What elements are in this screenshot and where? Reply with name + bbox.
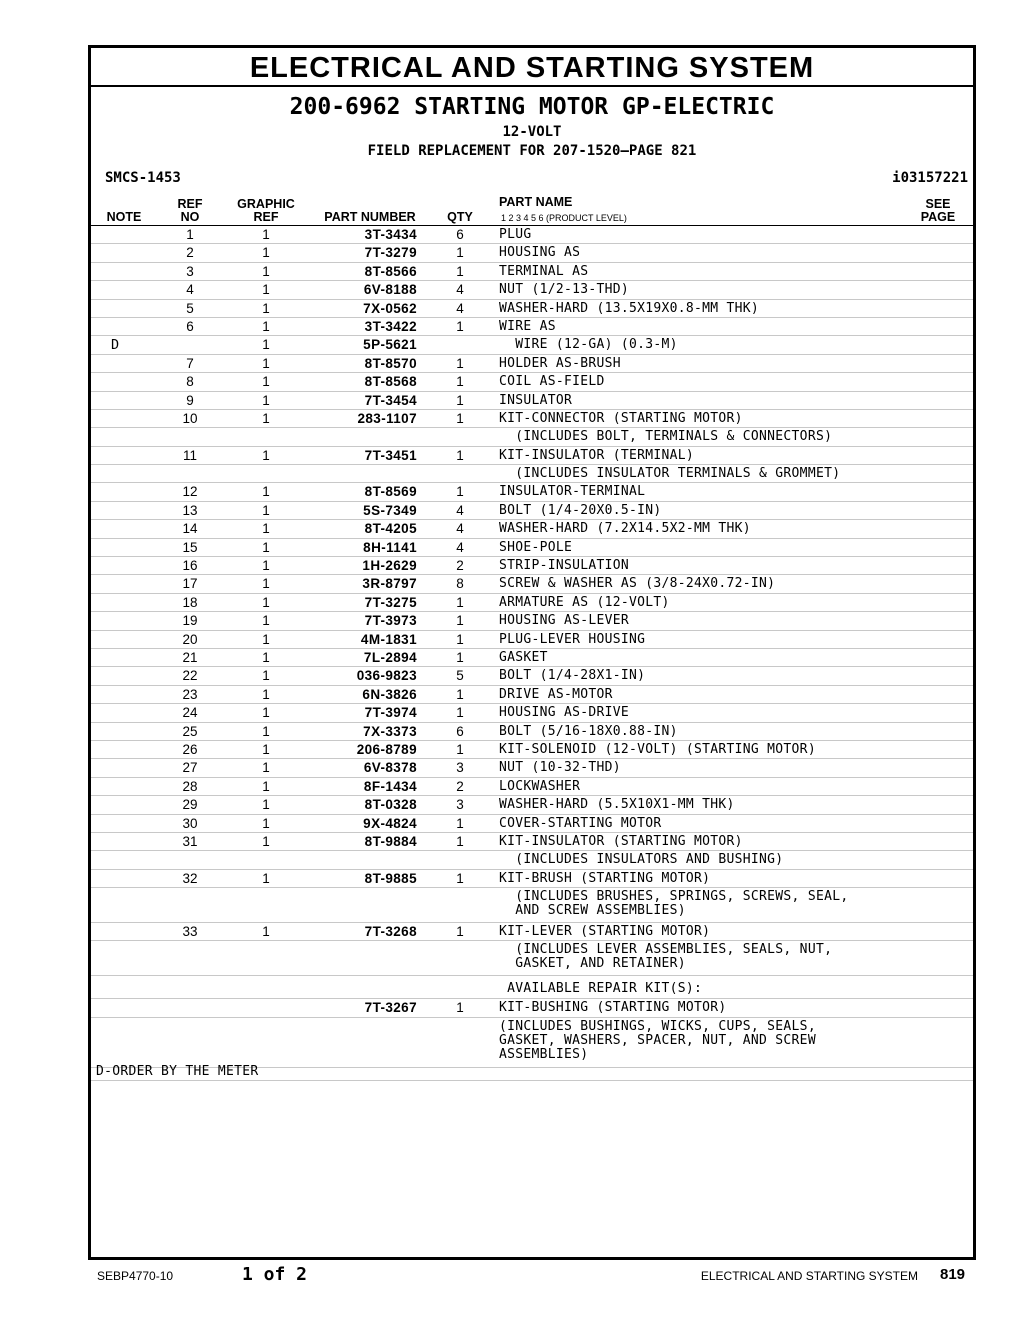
row-ref-no: 33 [182,924,198,940]
row-qty: 8 [456,576,464,592]
row-part-number: 9X-4824 [363,815,417,831]
table-row [91,539,973,557]
col-product-level: 1 2 3 4 5 6 (PRODUCT LEVEL) [501,213,627,223]
row-part-number: 7X-3373 [363,723,417,739]
row-part-name: PLUG [499,227,532,242]
section-title: ELECTRICAL AND STARTING SYSTEM [91,48,973,87]
row-part-name: AVAILABLE REPAIR KIT(S): [499,981,703,997]
row-part-name: (INCLUDES LEVER ASSEMBLIES, SEALS, NUT, GASKET, AND RETAINER) [515,942,833,972]
table-row [91,631,973,649]
row-qty: 5 [456,668,464,684]
row-graphic-ref: 1 [262,815,270,831]
row-qty: 1 [456,447,464,463]
col-part-number: PART NUMBER [324,210,416,224]
row-part-number: 8T-4205 [364,521,417,537]
table-row [91,465,973,483]
row-qty: 2 [456,558,464,574]
row-qty: 1 [456,245,464,261]
row-part-name: WASHER-HARD (7.2X14.5X2-MM THK) [499,521,751,537]
table-row [91,263,973,281]
row-part-name: WASHER-HARD (5.5X10X1-MM THK) [499,797,735,813]
row-graphic-ref: 1 [262,924,270,940]
row-part-number: 6V-8188 [363,282,417,298]
row-ref-no: 31 [182,833,198,849]
row-qty: 3 [456,797,464,813]
row-ref-no: 12 [182,484,198,500]
row-qty: 1 [456,924,464,940]
table-row [91,520,973,538]
row-ref-no: 13 [182,502,198,518]
row-ref-no: 25 [182,723,198,739]
row-graphic-ref: 1 [262,318,270,334]
table-row [91,741,973,759]
table-row [91,686,973,704]
table-row [91,815,973,833]
row-part-number: 3T-3434 [364,227,417,242]
row-part-name: (INCLUDES BUSHINGS, WICKS, CUPS, SEALS, GASKET, WASHERS, SPACER, NUT, AND SCREW ASSEMBLIES) [499,1018,816,1062]
row-ref-no: 21 [182,649,198,665]
row-ref-no: 6 [186,318,194,334]
smcs-code: SMCS-1453 [105,170,181,186]
row-part-name: NUT (10-32-THD) [499,760,621,776]
row-qty: 2 [456,778,464,794]
row-graphic-ref: 1 [262,778,270,794]
table-row [91,999,973,1017]
row-part-name: KIT-BRUSH (STARTING MOTOR) [499,870,711,886]
row-qty: 3 [456,760,464,776]
row-graphic-ref: 1 [262,337,270,353]
row-qty: 4 [456,502,464,518]
table-row [91,796,973,814]
row-qty: 1 [456,833,464,849]
row-part-number: 036-9823 [356,668,417,684]
row-part-number: 283-1107 [357,410,417,426]
col-see-top: SEE [925,197,951,211]
row-qty: 1 [456,410,464,426]
row-graphic-ref: 1 [262,594,270,610]
row-part-number: 8T-8566 [364,263,417,279]
row-ref-no: 10 [182,410,198,426]
row-part-name: (INCLUDES BRUSHES, SPRINGS, SCREWS, SEAL, AND SCREW ASSEMBLIES) [515,889,849,919]
table-row [91,976,973,999]
row-part-number: 7T-3454 [364,392,417,408]
col-ref-bottom: NO [180,210,200,224]
table-row [91,778,973,796]
voltage-subtitle: 12-VOLT [502,124,562,140]
col-part-name: PART NAME [499,195,573,209]
row-part-name: TERMINAL AS [499,263,589,279]
row-part-name: COIL AS-FIELD [499,374,605,390]
row-ref-no: 14 [182,521,198,537]
row-part-name: WIRE (12-GA) (0.3-M) [499,337,678,353]
row-graphic-ref: 1 [262,282,270,298]
row-part-number: 7T-3267 [364,1000,417,1016]
row-part-number: 8H-1141 [363,539,417,555]
row-part-number: 7X-0562 [363,300,417,316]
table-row [91,612,973,630]
row-part-name: KIT-INSULATOR (STARTING MOTOR) [499,833,743,849]
row-part-name: BOLT (5/16-18X0.88-IN) [499,723,678,739]
row-part-name: HOUSING AS-LEVER [499,613,630,629]
row-part-number: 8F-1434 [363,778,417,794]
row-part-name: (INCLUDES INSULATORS AND BUSHING) [499,852,784,868]
row-qty: 1 [456,870,464,886]
row-ref-no: 32 [182,870,198,886]
row-graphic-ref: 1 [262,576,270,592]
table-row [91,704,973,722]
row-part-name: HOLDER AS-BRUSH [499,355,621,371]
table-row [91,447,973,465]
table-row [91,410,973,428]
row-part-number: 1H-2629 [362,558,417,574]
table-row [91,281,973,299]
row-graphic-ref: 1 [262,484,270,500]
row-part-name: KIT-SOLENOID (12-VOLT) (STARTING MOTOR) [499,741,816,757]
table-row [91,723,973,741]
row-graphic-ref: 1 [262,521,270,537]
col-see-bottom: PAGE [920,210,956,224]
row-qty: 1 [456,649,464,665]
table-row [91,1018,973,1068]
row-part-number: 8T-9885 [364,870,417,886]
row-graphic-ref: 1 [262,760,270,776]
row-graphic-ref: 1 [262,870,270,886]
row-part-name: STRIP-INSULATION [499,558,630,574]
page-frame [88,45,976,1260]
row-ref-no: 17 [182,576,198,592]
parts-list [91,226,973,1068]
row-ref-no: 8 [186,374,194,390]
row-part-name: KIT-BUSHING (STARTING MOTOR) [499,1000,727,1016]
row-graphic-ref: 1 [262,741,270,757]
row-graphic-ref: 1 [262,539,270,555]
row-graphic-ref: 1 [262,686,270,702]
row-graphic-ref: 1 [262,410,270,426]
row-part-number: 7T-3275 [364,594,417,610]
row-ref-no: 11 [182,447,197,463]
row-qty: 1 [456,631,464,647]
row-part-number: 8T-8569 [364,484,417,500]
row-part-name: PLUG-LEVER HOUSING [499,631,646,647]
row-part-name: HOUSING AS-DRIVE [499,705,630,721]
row-graphic-ref: 1 [262,649,270,665]
col-note: NOTE [106,210,142,224]
row-qty: 1 [456,392,464,408]
group-title: 200-6962 STARTING MOTOR GP-ELECTRIC [289,94,775,120]
row-qty: 1 [456,1000,464,1016]
table-row [91,428,973,446]
row-ref-no: 23 [182,686,198,702]
row-part-name: HOUSING AS [499,245,581,261]
row-part-name: LOCKWASHER [499,778,581,794]
col-qty: QTY [447,210,473,224]
table-row [91,355,973,373]
row-part-number: 3R-8797 [362,576,417,592]
row-part-number: 7T-3973 [364,613,417,629]
row-part-number: 7T-3974 [364,705,417,721]
footer-section: ELECTRICAL AND STARTING SYSTEM [700,1269,918,1283]
row-ref-no: 9 [186,392,194,408]
row-qty: 1 [456,263,464,279]
row-part-number: 6V-8378 [363,760,417,776]
row-qty: 6 [456,723,464,739]
row-graphic-ref: 1 [262,263,270,279]
footnote: D-ORDER BY THE METER [96,1064,259,1079]
row-part-number: 7T-3451 [364,447,417,463]
table-row [91,649,973,667]
row-ref-no: 22 [182,668,198,684]
row-part-name: (INCLUDES BOLT, TERMINALS & CONNECTORS) [499,429,833,445]
row-graphic-ref: 1 [262,245,270,261]
table-row [91,373,973,391]
row-ref-no: 18 [182,594,198,610]
row-part-name: INSULATOR-TERMINAL [499,484,646,500]
table-row [91,923,973,941]
row-graphic-ref: 1 [262,833,270,849]
row-ref-no: 29 [182,797,198,813]
row-part-name: BOLT (1/4-20X0.5-IN) [499,502,662,518]
row-graphic-ref: 1 [262,668,270,684]
row-graphic-ref: 1 [262,227,270,242]
row-graphic-ref: 1 [262,631,270,647]
row-ref-no: 24 [182,705,198,721]
col-ref-top: REF [177,197,203,211]
row-graphic-ref: 1 [262,447,270,463]
row-ref-no: 5 [186,300,194,316]
row-graphic-ref: 1 [262,613,270,629]
row-graphic-ref: 1 [262,797,270,813]
table-row [91,941,973,976]
row-ref-no: 20 [182,631,198,647]
row-ref-no: 2 [186,245,194,261]
table-row [91,336,973,354]
table-row [91,759,973,777]
footer-page-number: 819 [940,1266,966,1283]
table-row [91,594,973,612]
row-qty: 1 [456,355,464,371]
col-graphic-bottom: REF [253,210,279,224]
row-part-name: KIT-CONNECTOR (STARTING MOTOR) [499,410,743,426]
row-part-name: DRIVE AS-MOTOR [499,686,613,702]
row-part-name: SCREW & WASHER AS (3/8-24X0.72-IN) [499,576,776,592]
table-row [91,888,973,923]
row-graphic-ref: 1 [262,723,270,739]
table-row [91,575,973,593]
row-part-number: 8T-8570 [364,355,417,371]
row-ref-no: 16 [182,558,198,574]
row-qty: 1 [456,705,464,721]
row-graphic-ref: 1 [262,558,270,574]
row-part-number: 5P-5621 [363,337,417,353]
footnote-rule [91,1080,973,1081]
row-ref-no: 4 [186,282,194,298]
row-qty: 1 [456,594,464,610]
row-ref-no: 1 [186,227,194,242]
row-ref-no: 27 [182,760,198,776]
field-replacement-subtitle: FIELD REPLACEMENT FOR 207-1520—PAGE 821 [367,143,697,159]
row-qty: 6 [456,227,464,242]
table-row [91,502,973,520]
row-qty: 4 [456,539,464,555]
col-graphic-top: GRAPHIC [237,197,295,211]
row-graphic-ref: 1 [262,374,270,390]
row-part-name: GASKET [499,649,548,665]
row-qty: 1 [456,741,464,757]
row-part-number: 206-8789 [356,741,417,757]
table-row [91,557,973,575]
row-qty: 1 [456,374,464,390]
row-qty: 4 [456,521,464,537]
table-row [91,833,973,851]
row-part-number: 6N-3826 [362,686,417,702]
table-row [91,244,973,262]
table-row [91,300,973,318]
illustration-id: i03157221 [892,170,968,186]
table-row [91,483,973,501]
table-row [91,226,973,244]
row-part-number: 7T-3268 [364,924,417,940]
row-part-name: INSULATOR [499,392,573,408]
row-part-number: 4M-1831 [360,631,417,647]
row-part-number: 7L-2894 [363,649,417,665]
row-graphic-ref: 1 [262,502,270,518]
row-qty: 1 [456,815,464,831]
row-ref-no: 19 [182,613,198,629]
row-graphic-ref: 1 [262,392,270,408]
row-part-name: WASHER-HARD (13.5X19X0.8-MM THK) [499,300,760,316]
table-row [91,318,973,336]
row-graphic-ref: 1 [262,705,270,721]
row-ref-no: 26 [182,741,198,757]
row-ref-no: 30 [182,815,198,831]
table-row [91,851,973,869]
row-ref-no: 15 [182,539,198,555]
row-qty: 4 [456,282,464,298]
row-part-name: KIT-INSULATOR (TERMINAL) [499,447,695,463]
row-ref-no: 3 [186,263,194,279]
table-row [91,870,973,888]
row-qty: 1 [456,686,464,702]
row-ref-no: 7 [186,355,194,371]
row-part-number: 8T-8568 [364,374,417,390]
footer-doc-number: SEBP4770-10 [97,1269,174,1283]
row-ref-no: 28 [182,778,198,794]
row-part-number: 8T-9884 [364,833,417,849]
table-row [91,667,973,685]
row-part-name: BOLT (1/4-28X1-IN) [499,668,646,684]
row-part-name: WIRE AS [499,318,556,334]
row-part-number: 7T-3279 [364,245,417,261]
row-qty: 1 [456,484,464,500]
row-qty: 4 [456,300,464,316]
row-part-number: 5S-7349 [363,502,417,518]
row-part-name: NUT (1/2-13-THD) [499,282,630,298]
row-qty: 1 [456,613,464,629]
row-part-number: 8T-0328 [364,797,417,813]
row-part-name: (INCLUDES INSULATOR TERMINALS & GROMMET) [499,466,841,482]
row-part-name: SHOE-POLE [499,539,573,555]
row-graphic-ref: 1 [262,355,270,371]
row-part-name: COVER-STARTING MOTOR [499,815,662,831]
row-part-name: ARMATURE AS (12-VOLT) [499,594,670,610]
row-part-name: KIT-LEVER (STARTING MOTOR) [499,924,711,940]
row-graphic-ref: 1 [262,300,270,316]
row-qty: 1 [456,318,464,334]
table-row [91,392,973,410]
row-part-number: 3T-3422 [364,318,417,334]
row-note: D [111,337,120,354]
footer-page-of: 1 of 2 [242,1264,308,1285]
